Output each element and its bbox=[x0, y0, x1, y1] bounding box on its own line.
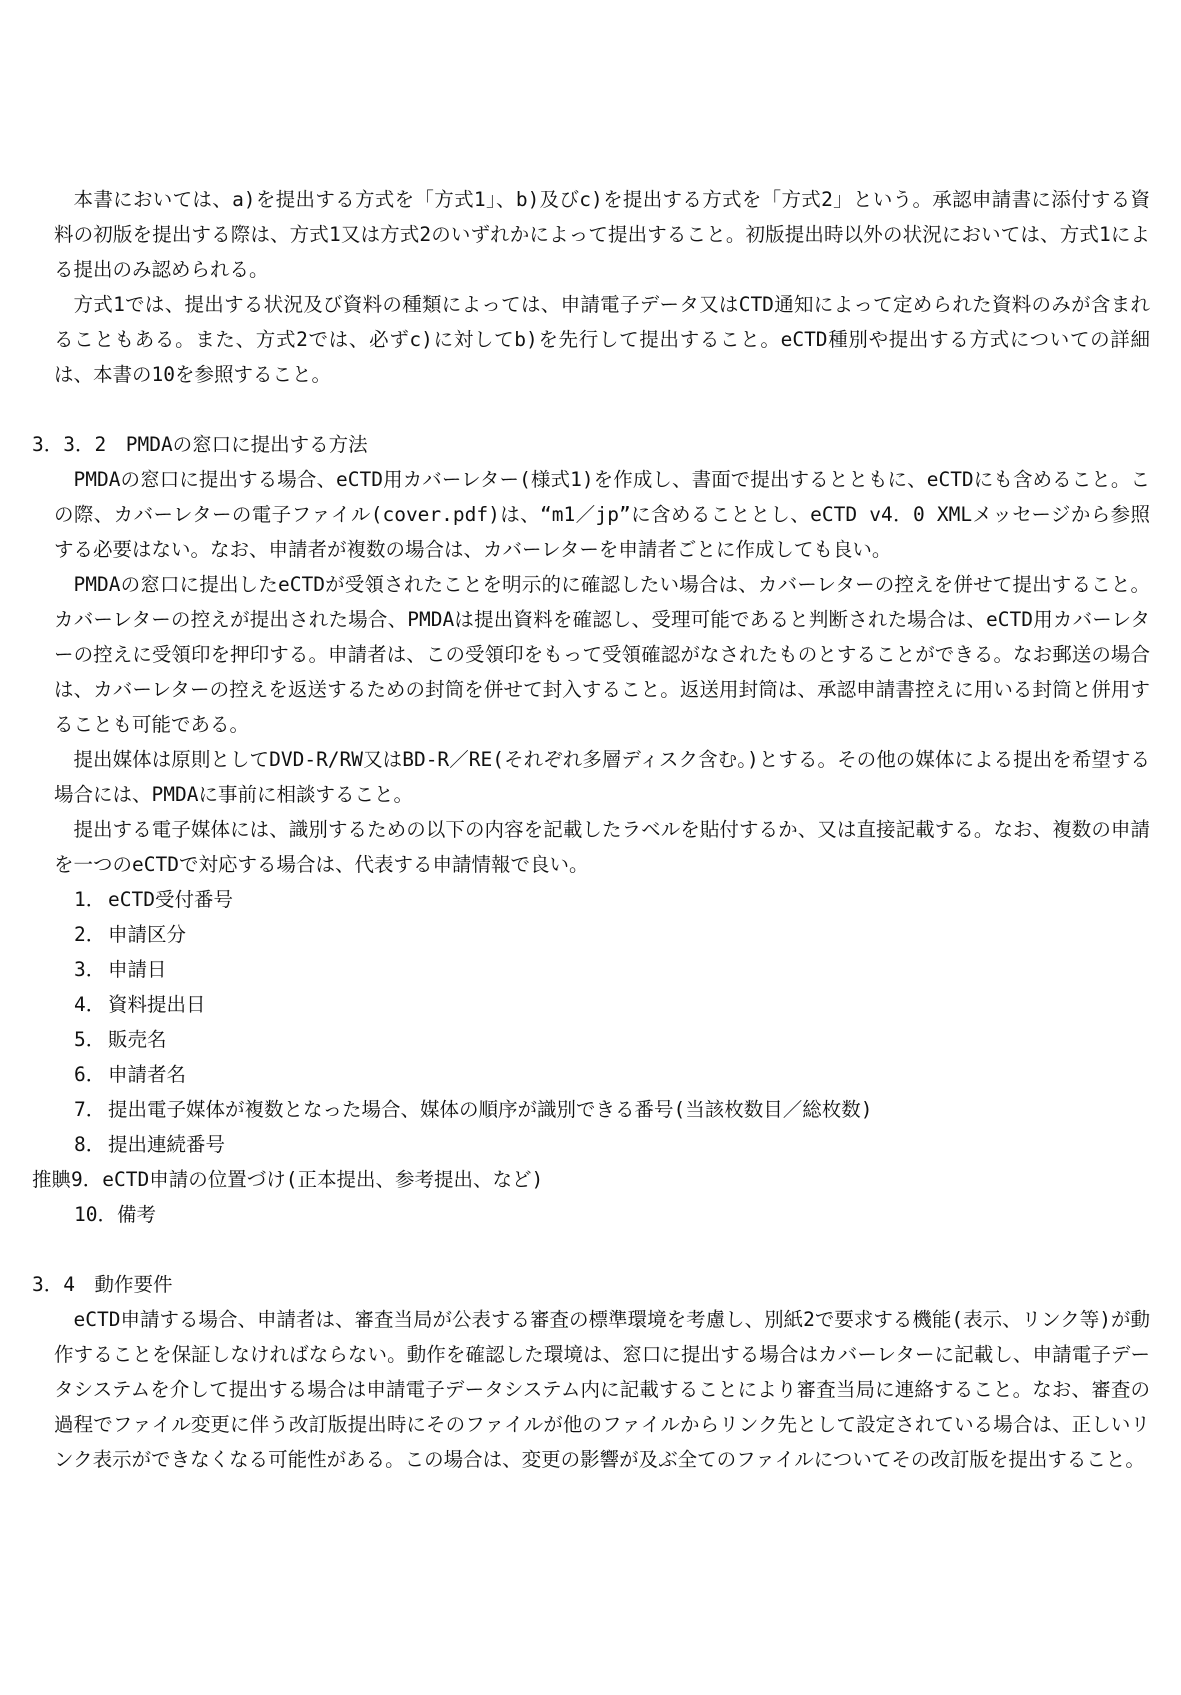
intro-paragraph-1: 本書においては、a)を提出する方式を「方式1」、b)及びc)を提出する方式を「方式2」という。承認申請書に添付する資料の初版を提出する際は、方式1又は方式2のいずれかによって提出すること。初版提出時以外の状況においては、方式1による提出のみ認められる。 bbox=[54, 188, 1150, 281]
section-34-paragraph-1: eCTD申請する場合、申請者は、審査当局が公表する審査の標準環境を考慮し、別紙2で要求する機能(表示、リンク等)が動作することを保証しなければならない。動作を確認した環境は、窓口に提出する場合はカバーレターに記載し、申請電子データシステムを介して提出する場合は申請電子データシステム内に記載することにより審査当局に連絡すること。なお、審査の過程でファイル変更に伴う改訂版提出時にそのファイルが他のファイルからリンク先として設定されている場合は、正しいリンク表示ができなくなる可能性がある。この場合は、変更の影響が及ぶ全てのファイルについてその改訂版を提出すること。 bbox=[54, 1308, 1150, 1471]
section-332-paragraph-4: 提出する電子媒体には、識別するための以下の内容を記載したラベルを貼付するか、又は直接記載する。なお、複数の申請を一つのeCTDで対応する場合は、代表する申請情報で良い。 bbox=[54, 818, 1150, 876]
list-item: 7． 提出電子媒体が複数となった場合、媒体の順序が識別できる番号(当該枚数目／総枚数) bbox=[74, 1098, 873, 1121]
list-item: 6． 申請者名 bbox=[74, 1063, 187, 1086]
section-332-paragraph-1: PMDAの窓口に提出する場合、eCTD用カバーレター(様式1)を作成し、書面で提出するとともに、eCTDにも含めること。この際、カバーレターの電子ファイル(cover.pdf)は、“m1／jp”に含めることとし、eCTD v4．0 XMLメッセージから参照する必要はない。なお、申請者が複数の場合は、カバーレターを申請者ごとに作成しても良い。 bbox=[54, 468, 1150, 561]
document-page bbox=[32, 182, 1150, 1477]
section-heading-3-4: 3．4 動作要件 bbox=[32, 1273, 173, 1296]
list-item: 3． 申請日 bbox=[74, 958, 167, 981]
list-item: 8． 提出連続番号 bbox=[74, 1133, 226, 1156]
section-heading-3-3-2: 3．3．2 PMDAの窓口に提出する方法 bbox=[32, 433, 368, 456]
list-item: 2． 申請区分 bbox=[74, 923, 187, 946]
label-items-list bbox=[32, 882, 1150, 1232]
list-item: 4． 資料提出日 bbox=[74, 993, 206, 1016]
list-item-prefix: 推賟 bbox=[32, 1168, 72, 1191]
list-item: 1． eCTD受付番号 bbox=[74, 888, 233, 911]
section-332-paragraph-2: PMDAの窓口に提出したeCTDが受領されたことを明示的に確認したい場合は、カバーレターの控えを併せて提出すること。カバーレターの控えが提出された場合、PMDAは提出資料を確認し、受理可能であると判断された場合は、eCTD用カバーレターの控えに受領印を押印する。申請者は、この受領印をもって受領確認がなされたものとすることができる。なお郵送の場合は、カバーレターの控えを返送するための封筒を併せて封入すること。返送用封筒は、承認申請書控えに用いる封筒と併用することも可能である。 bbox=[54, 573, 1150, 736]
list-item: 5． 販売名 bbox=[74, 1028, 167, 1051]
spacer bbox=[54, 392, 1150, 427]
list-item: 10．備考 bbox=[74, 1203, 156, 1226]
intro-paragraph-2: 方式1では、提出する状況及び資料の種類によっては、申請電子データ又はCTD通知によって定められた資料のみが含まれることもある。また、方式2では、必ずc)に対してb)を先行して提出すること。eCTD種別や提出する方式についての詳細は、本書の10を参照すること。 bbox=[54, 293, 1150, 386]
list-item: 推賟9．eCTD申請の位置づけ(正本提出、参考提出、など) bbox=[32, 1168, 544, 1191]
spacer bbox=[54, 1232, 1150, 1267]
section-332-paragraph-3: 提出媒体は原則としてDVD-R/RW又はBD-R／RE(それぞれ多層ディスク含む。)とする。その他の媒体による提出を希望する場合には、PMDAに事前に相談すること。 bbox=[54, 748, 1150, 806]
